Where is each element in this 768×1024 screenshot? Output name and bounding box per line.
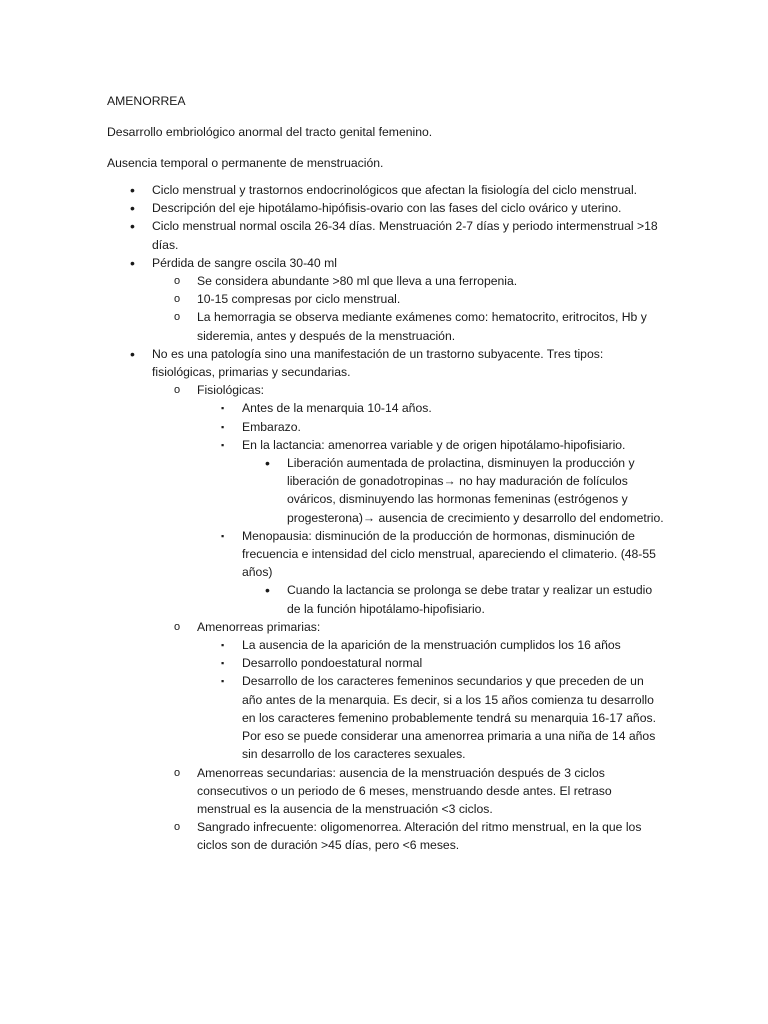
document-body <box>107 92 667 855</box>
square-bullet-icon: ▪ <box>221 676 225 687</box>
circle-bullet-icon: o <box>174 311 181 324</box>
list-item-text: Liberación aumentada de prolactina, disminuyen la producción y liberación de gonadotropinas→ no hay maduración de folículos ováricos, disminuyendo las hormonas femeninas (estrógenos y progesterona)→ ausencia de crecimiento y desarrollo del endometrio. <box>287 456 664 525</box>
bullet-icon: • <box>130 218 135 235</box>
list-item-text: Sangrado infrecuente: oligomenorrea. Alteración del ritmo menstrual, en la que los ciclos son de duración >45 días, pero <6 meses. <box>197 820 642 853</box>
bullet-icon: • <box>130 254 135 271</box>
list-item <box>107 381 667 399</box>
list-item <box>107 199 667 217</box>
list-item-text: Amenorreas secundarias: ausencia de la menstruación después de 3 ciclos consecutivos o un periodo de 6 meses, menstruando desde antes. El retraso menstrual es la ausencia de la menstruación <3 ciclos. <box>197 765 612 816</box>
intro-paragraph-1: Desarrollo embriológico anormal del tracto genital femenino. <box>107 125 433 139</box>
list-item-text: En la lactancia: amenorrea variable y de origen hipotálamo-hipofisiario. <box>242 437 626 452</box>
intro-paragraph-2: Ausencia temporal o permanente de menstruación. <box>107 156 384 170</box>
list-item <box>107 272 667 290</box>
list-item <box>107 418 667 436</box>
list-item-text: Ciclo menstrual y trastornos endocrinológicos que afectan la fisiología del ciclo menstrual. <box>152 183 638 197</box>
list-item <box>107 254 667 272</box>
list-item-text: Amenorreas primarias: <box>197 619 321 634</box>
list-item <box>107 345 667 381</box>
bullet-icon: • <box>130 182 135 198</box>
list-item <box>107 654 667 672</box>
list-item <box>107 672 667 763</box>
square-bullet-icon: ▪ <box>221 439 225 450</box>
list-item <box>107 308 667 344</box>
bullet-icon: • <box>265 455 270 472</box>
list-item-text: Desarrollo de los caracteres femeninos secundarios y que preceden de un año antes de la menarquia. Es decir, si a los 15 años comienza tu desarrollo en los caracteres femenino probablemente tendrá su menarquia 16-17 años. Por eso se puede considerar una amenorrea primaria a una niña de 14 años sin desarrollo de los caracteres sexuales. <box>242 674 656 762</box>
square-bullet-icon: ▪ <box>221 658 225 669</box>
square-bullet-icon: ▪ <box>221 640 225 651</box>
list-item-text: Menopausia: disminución de la producción de hormonas, disminución de frecuencia e intensidad del ciclo menstrual, apareciendo el climaterio. (48-55 años) <box>242 528 656 580</box>
list-item-text: La ausencia de la aparición de la menstruación cumplidos los 16 años <box>242 638 621 653</box>
circle-bullet-icon: o <box>174 275 181 288</box>
list-item <box>107 636 667 654</box>
list-item-text: Se considera abundante >80 ml que lleva a una ferropenia. <box>197 274 518 289</box>
bullet-icon: • <box>265 582 270 599</box>
list-item <box>107 764 667 819</box>
list-item <box>107 527 667 582</box>
list-item-text: 10-15 compresas por ciclo menstrual. <box>197 292 401 307</box>
circle-bullet-icon: o <box>174 620 181 633</box>
list-item <box>107 181 667 199</box>
list-item-text: Pérdida de sangre oscila 30-40 ml <box>152 255 337 270</box>
list-item <box>107 290 667 308</box>
outline-list <box>107 181 667 855</box>
list-item-text: La hemorragia se observa mediante exámenes como: hematocrito, eritrocitos, Hb y sideremia, antes y después de la menstruación. <box>197 310 647 343</box>
circle-bullet-icon: o <box>174 766 181 779</box>
document-title: AMENORREA <box>107 94 186 108</box>
bullet-icon: • <box>130 345 135 362</box>
square-bullet-icon: ▪ <box>221 530 225 541</box>
list-item <box>107 454 667 527</box>
square-bullet-icon: ▪ <box>221 403 225 414</box>
list-item-text: Fisiológicas: <box>197 383 265 398</box>
list-item <box>107 217 667 253</box>
list-item <box>107 618 667 636</box>
list-item <box>107 581 667 617</box>
list-item <box>107 399 667 417</box>
circle-bullet-icon: o <box>174 821 181 834</box>
list-item-text: Embarazo. <box>242 419 301 434</box>
list-item-text: Desarrollo pondoestatural normal <box>242 656 423 671</box>
bullet-icon: • <box>130 200 135 217</box>
list-item <box>107 818 667 854</box>
list-item-text: Cuando la lactancia se prolonga se debe tratar y realizar un estudio de la función hipotálamo-hipofisiario. <box>287 583 653 616</box>
square-bullet-icon: ▪ <box>221 421 225 432</box>
list-item <box>107 436 667 454</box>
circle-bullet-icon: o <box>174 384 181 397</box>
list-item-text: Descripción del eje hipotálamo-hipófisis-ovario con las fases del ciclo ovárico y uterino. <box>152 201 622 216</box>
list-item-text: Ciclo menstrual normal oscila 26-34 días. Menstruación 2-7 días y periodo intermenstrual >18 días. <box>152 219 658 252</box>
list-item-text: No es una patología sino una manifestación de un trastorno subyacente. Tres tipos: fisiológicas, primarias y secundarias. <box>152 346 604 380</box>
list-item-text: Antes de la menarquia 10-14 años. <box>242 401 432 416</box>
circle-bullet-icon: o <box>174 293 181 306</box>
